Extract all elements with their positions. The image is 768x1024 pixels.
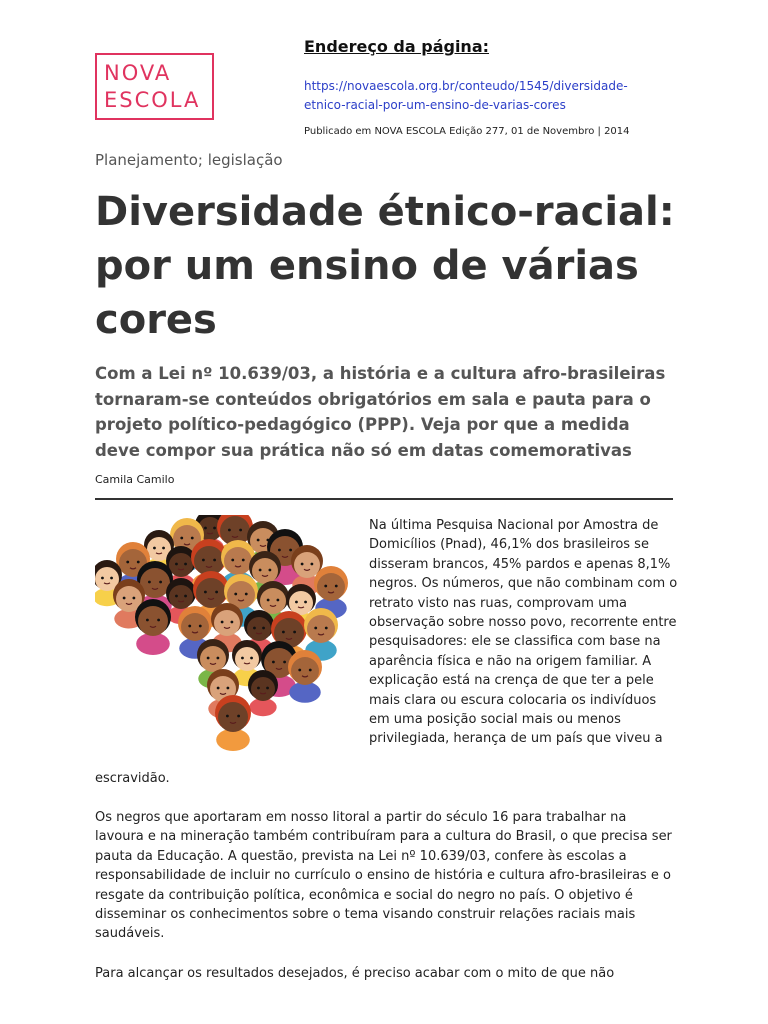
page-url-link[interactable]: https://novaescola.org.br/conteudo/1545/diversidade-etnico-racial-por-um-ensino-de-varias-cores xyxy=(304,79,628,112)
nova-escola-logo[interactable] xyxy=(95,53,214,120)
article-title: Diversidade étnico-racial: por um ensino de várias cores xyxy=(95,189,675,343)
article-paragraph-2: Os negros que aportaram em nosso litoral a partir do século 16 para trabalhar na lavoura e na mineração também contribuíram para a cultura do Brasil, o que precisa ser pauta da Educação. A questão, prevista na Lei nº 10.639/03, confere às escolas a responsabilidade de incluir no currículo o ensino de história e cultura afro-brasileiras e o resgate da contribuição política, econômica e social do negro no país. O objetivo é disseminar os conhecimentos sobre o tema visando construir relações raciais mais saudáveis. xyxy=(95,810,672,942)
diverse-faces-illustration xyxy=(95,515,355,755)
logo-line-1: NOVA xyxy=(104,60,172,85)
article-lead: Com a Lei nº 10.639/03, a história e a cultura afro-brasileiras tornaram-se conteúdos obrigatórios em sala e pauta para o projeto político-pedagógico (PPP). Veja por que a medida deve compor sua prática não só em datas comemorativas xyxy=(95,364,666,460)
article-category: Planejamento; legislação xyxy=(95,151,283,169)
publication-info: Publicado em NOVA ESCOLA Edição 277, 01 de Novembro | 2014 xyxy=(304,126,630,137)
illustration-face xyxy=(215,695,251,751)
logo-line-2: ESCOLA xyxy=(104,87,201,112)
illustration-face xyxy=(135,599,171,655)
article-author: Camila Camilo xyxy=(95,473,175,486)
article-paragraph-1: Na última Pesquisa Nacional por Amostra de Domicílios (Pnad), 46,1% dos brasileiros se disseram brancos, 45% pardos e apenas 8,1% negros. Os números, que não combinam com o retrato visto nas ruas, comprovam uma observação sobre nosso povo, recorrente entre pesquisadores: ele se classifica com base na aparência física e não na origem familiar. A explicação está na crença de que ter a pele mais clara ou escura colocaria os indivíduos em uma posição social mais ou menos privilegiada, herança de um país que viveu a xyxy=(369,518,678,747)
article-paragraph-3: Para alcançar os resultados desejados, é preciso acabar com o mito de que não xyxy=(95,966,615,981)
page-address-heading: Endereço da página: xyxy=(304,37,490,56)
divider xyxy=(95,498,673,500)
article-paragraph-1-tail: escravidão. xyxy=(95,771,170,786)
illustration-face xyxy=(248,670,278,716)
illustration-face xyxy=(288,650,322,703)
